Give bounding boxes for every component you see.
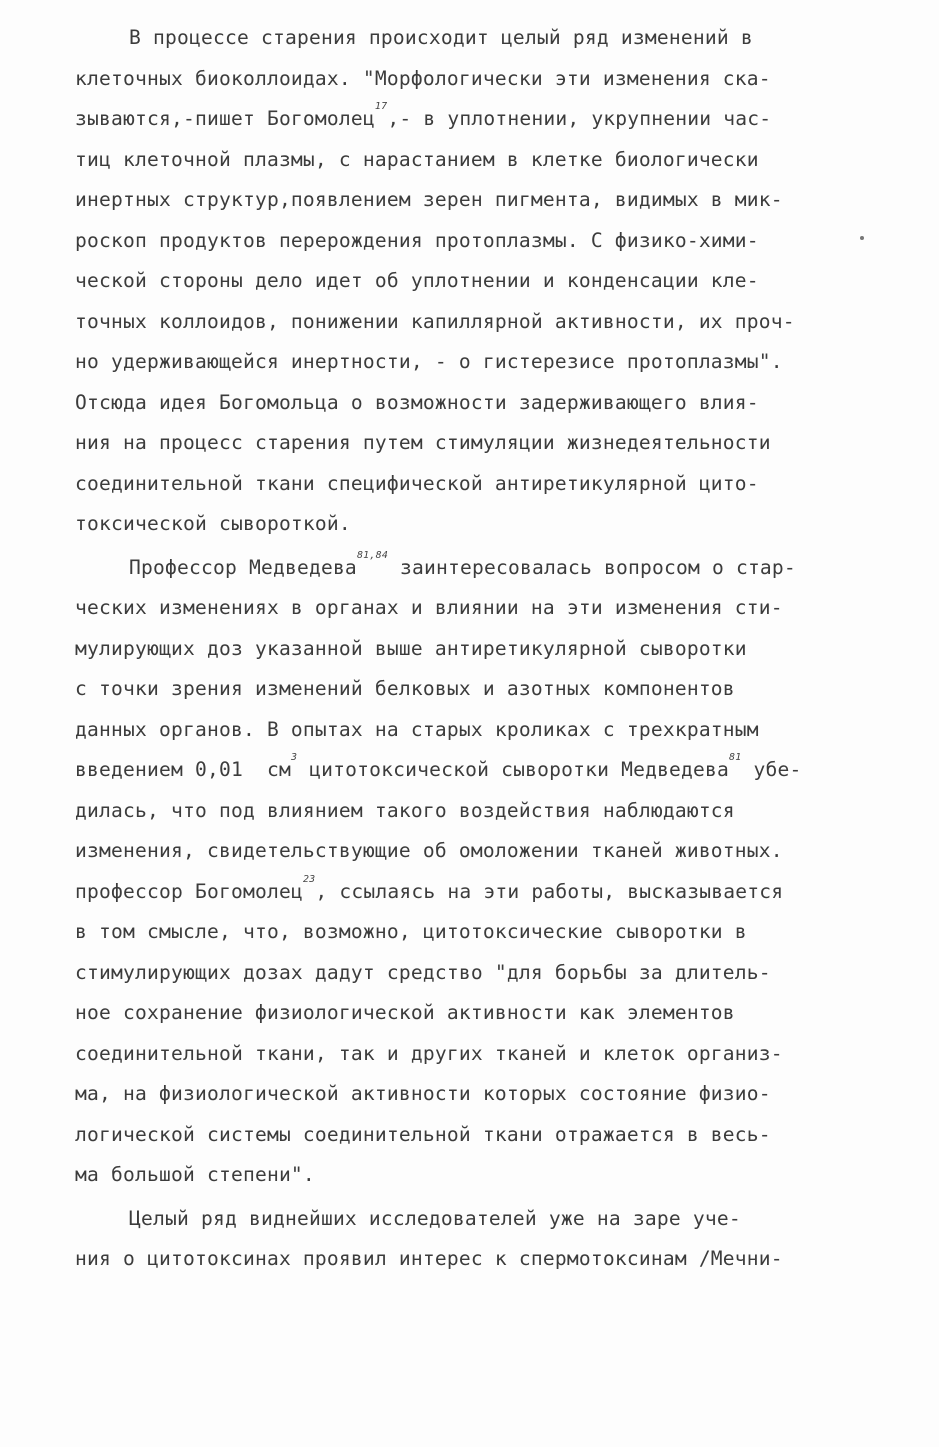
body-text <box>75 18 875 1280</box>
text-line: токсической сывороткой. <box>75 512 351 535</box>
text-line: соединительной ткани специфической антиретикулярной цито- <box>75 471 759 495</box>
text-line <box>75 99 875 140</box>
text-line: роскоп продуктов перерождения протоплазмы. С физико-хими- <box>75 228 759 252</box>
text-line: в том смысле, что, возможно, цитотоксические сыворотки в <box>75 920 747 943</box>
text-line: Целый ряд виднейших исследователей уже на заре уче- <box>129 1206 741 1230</box>
text-line <box>75 548 875 589</box>
footnote-ref: 81 <box>729 752 742 764</box>
text-line: ния на процесс старения путем стимуляции жизнедеятельности <box>75 431 771 454</box>
paragraph-3 <box>75 1199 875 1280</box>
text-line: мулирующих доз указанной выше антиретикулярной сыворотки <box>75 636 747 660</box>
text-line: с точки зрения изменений белковых и азотных компонентов <box>75 677 735 700</box>
text-fragment: заинтересовалась вопросом о стар- <box>388 555 796 579</box>
text-line: ния о цитотоксинах проявил интерес к спермотоксинам /Мечни- <box>75 1247 783 1270</box>
text-fragment: введением 0,01 см <box>75 758 291 781</box>
text-fragment: убе- <box>741 758 802 781</box>
text-line: ческой стороны дело идет об уплотнении и конденсации кле- <box>75 269 759 292</box>
text-line: стимулирующих дозах дадут средство "для борьбы за длитель- <box>75 960 771 984</box>
text-line: точных коллоидов, понижении капиллярной активности, их проч- <box>75 309 795 333</box>
text-line: изменения, свидетельствующие об омоложении тканей животных. <box>75 839 783 862</box>
text-line: логической системы соединительной ткани отражается в весь- <box>75 1122 771 1146</box>
footnote-ref: 3 <box>290 752 298 764</box>
text-line: но удерживающейся инертности, - о гистерезисе протоплазмы". <box>75 350 783 373</box>
text-line: соединительной ткани, так и других тканей и клеток организ- <box>75 1041 783 1065</box>
footnote-ref: 81,84 <box>356 549 389 561</box>
text-line: клеточных биоколлоидах. "Морфологически эти изменения ска- <box>75 66 771 90</box>
footnote-ref: 23 <box>302 873 316 885</box>
paragraph-2 <box>75 548 875 1196</box>
text-line <box>75 750 875 791</box>
text-line: ма большой степени". <box>75 1163 315 1186</box>
text-fragment: профессор Богомолец <box>75 879 303 903</box>
text-fragment: ,- в уплотнении, укрупнении час- <box>387 107 772 130</box>
text-fragment: , ссылаясь на эти работы, высказывается <box>315 879 784 903</box>
text-fragment: Профессор Медведева <box>129 555 357 579</box>
footnote-ref: 17 <box>374 101 388 113</box>
text-line: тиц клеточной плазмы, с нарастанием в клетке биологически <box>75 147 759 171</box>
paragraph-1 <box>75 18 875 545</box>
text-line: ческих изменениях в органах и влиянии на эти изменения сти- <box>75 596 783 619</box>
text-fragment: цитотоксической сыворотки Медведева <box>297 758 730 781</box>
text-fragment: зываются,-пишет Богомолец <box>75 107 375 130</box>
text-line: В процессе старения происходит целый ряд изменений в <box>129 26 753 49</box>
text-line: данных органов. В опытах на старых кроликах с трехкратным <box>75 717 759 741</box>
text-line: инертных структур,появлением зерен пигмента, видимых в мик- <box>75 188 783 211</box>
text-line: Отсюда идея Богомольца о возможности задерживающего влия- <box>75 390 759 414</box>
text-line: ма, на физиологической активности которых состояние физио- <box>75 1082 771 1105</box>
text-line: ное сохранение физиологической активности как элементов <box>75 1001 735 1024</box>
text-line <box>75 872 875 913</box>
text-line: дилась, что под влиянием такого воздействия наблюдаются <box>75 798 735 822</box>
